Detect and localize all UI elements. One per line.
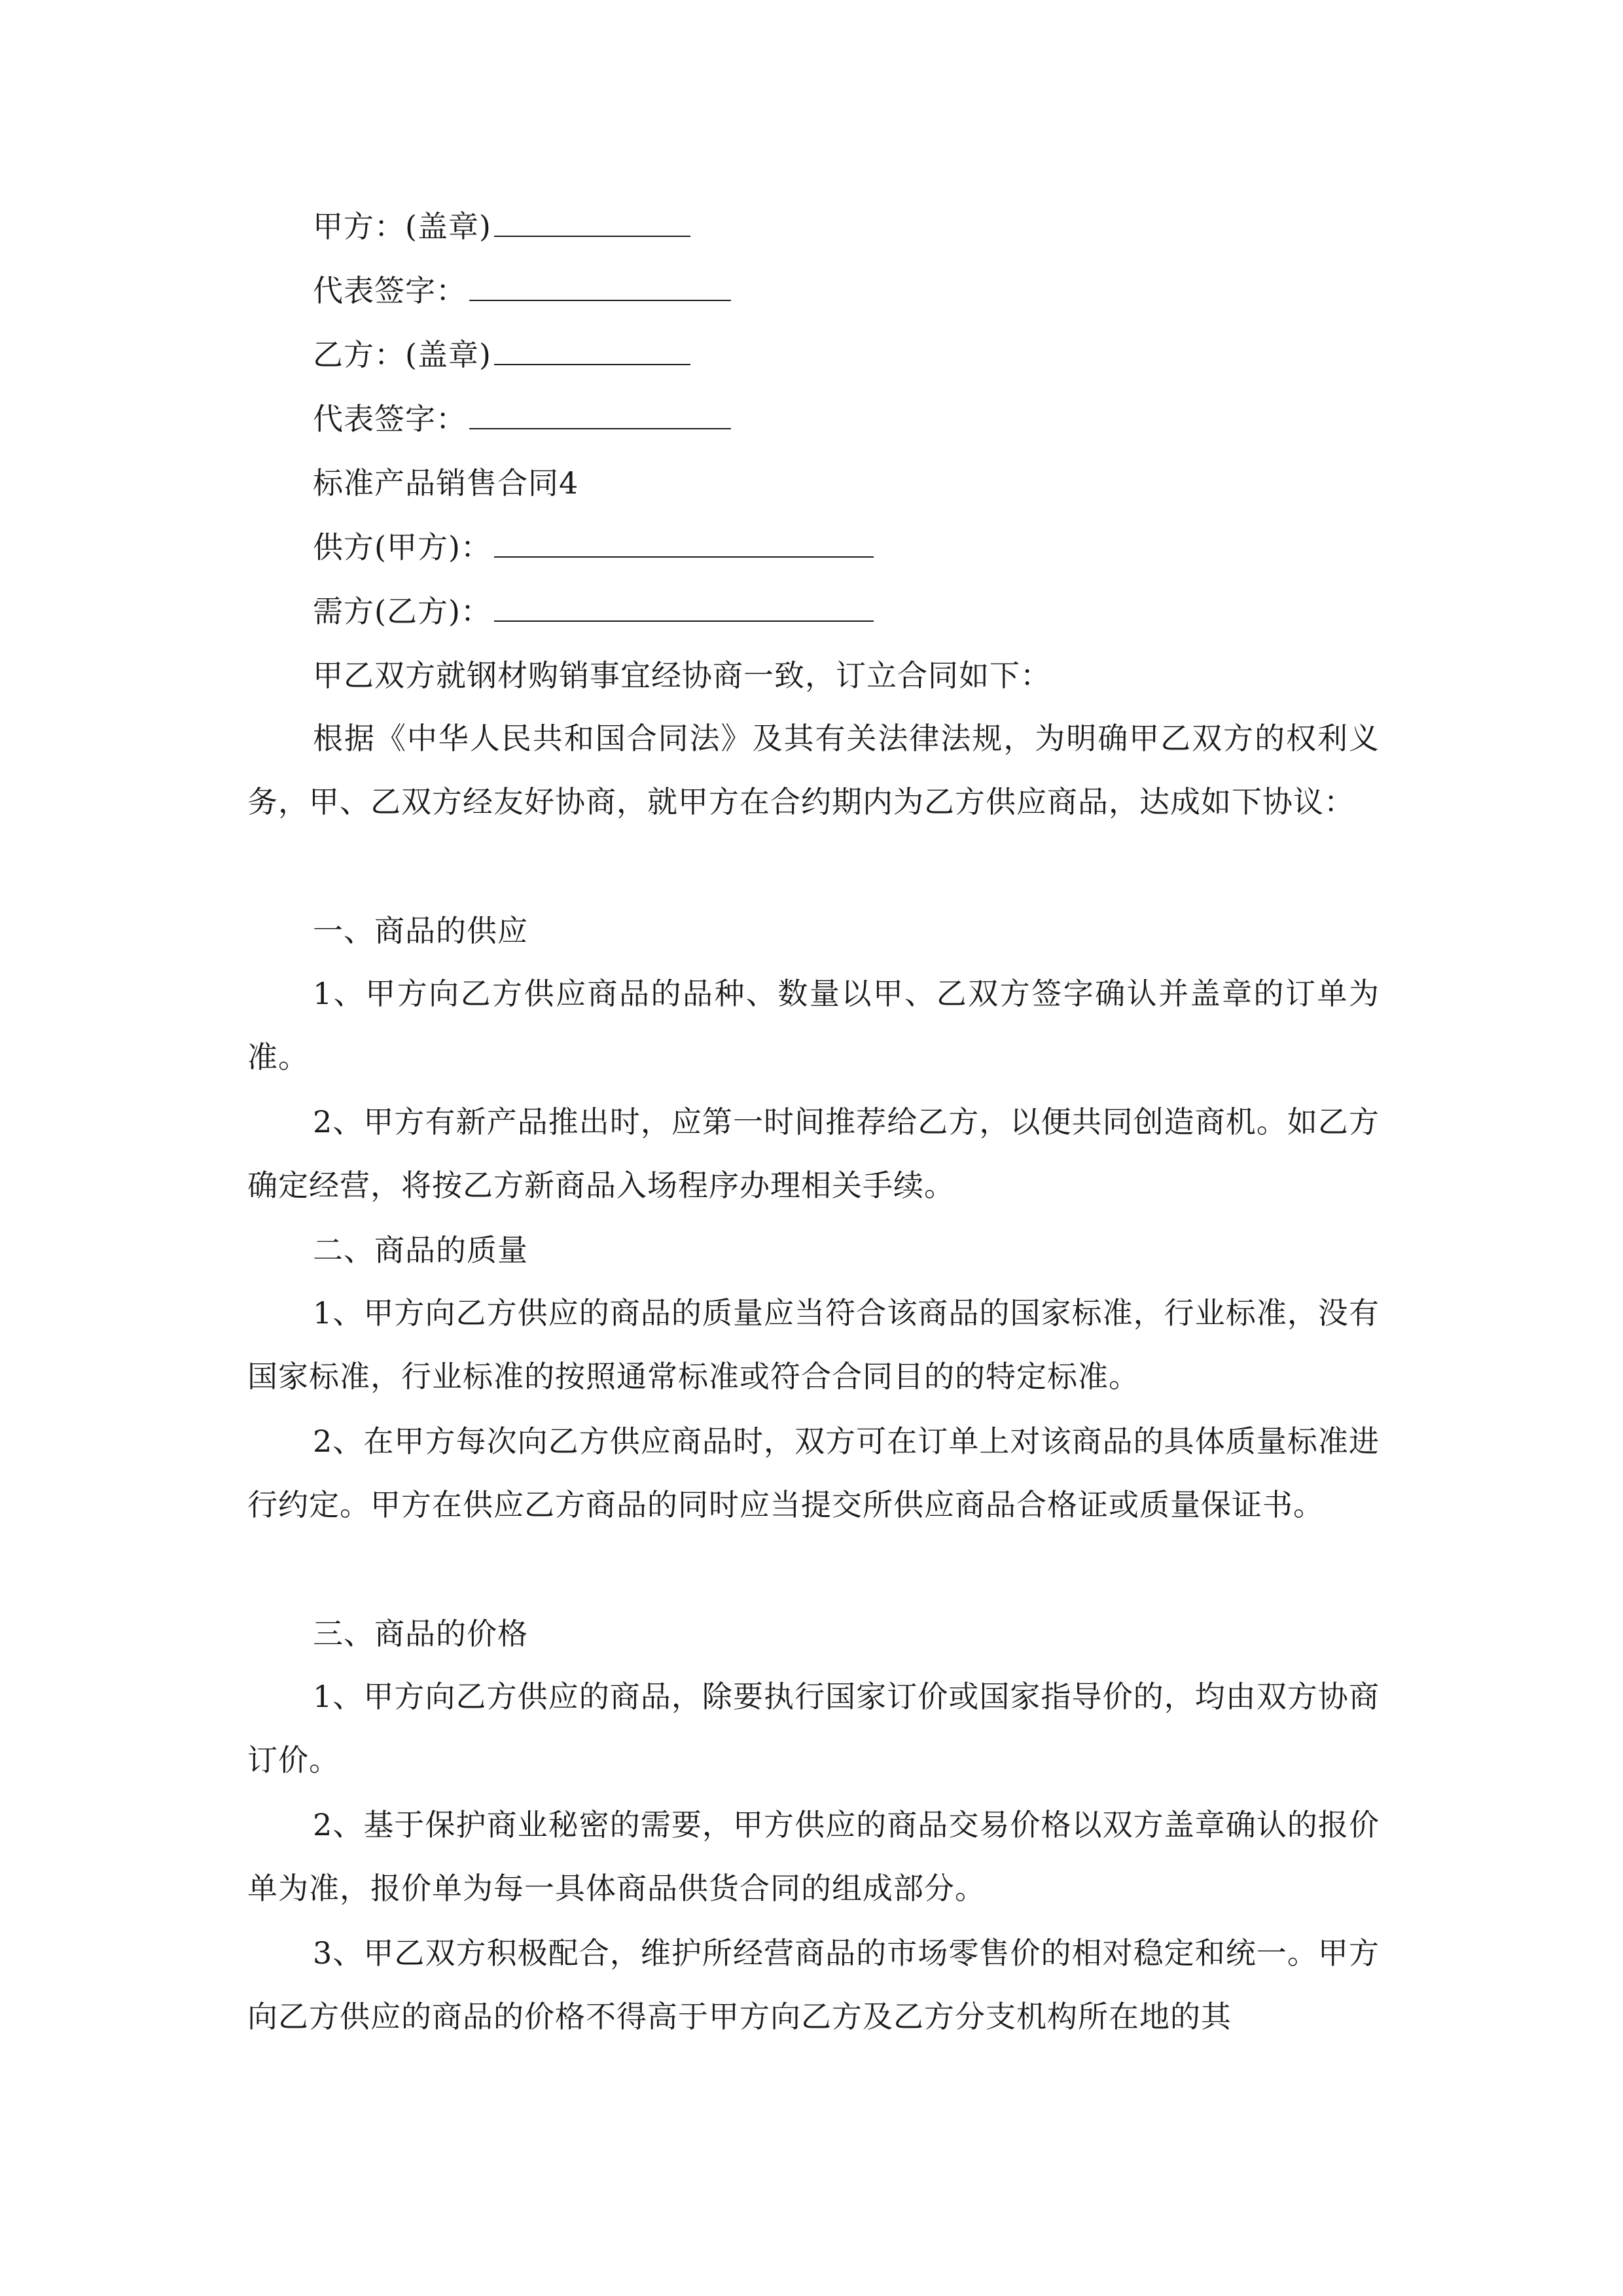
party-a-seal-label: 甲方：(盖章) (313, 209, 491, 244)
party-b-seal-blank (494, 338, 690, 365)
supplier-label: 供方(甲方)： (313, 529, 491, 565)
section-3-clause-1: 1、甲方向乙方供应的商品，除要执行国家订价或国家指导价的，均由双方协商订价。 (247, 1679, 1380, 1778)
intro-text: 甲乙双方就钢材购销事宜经协商一致，订立合同如下： (313, 658, 1051, 693)
section-1-heading: 一、商品的供应 (313, 913, 528, 948)
party-a-seal-blank (494, 209, 690, 237)
rep-sign-line-2 (313, 401, 731, 437)
buyer-label: 需方(乙方)： (313, 594, 491, 629)
section-1-clause-1: 1、甲方向乙方供应商品的品种、数量以甲、乙双方签字确认并盖章的订单为准。 (247, 976, 1380, 1075)
buyer-blank (494, 594, 874, 622)
preamble-paragraph: 根据《中华人民共和国合同法》及其有关法律法规，为明确甲乙双方的权利义务，甲、乙双方经友好协商，就甲方在合约期内为乙方供应商品，达成如下协议： (247, 721, 1380, 819)
party-a-seal-line (313, 208, 690, 245)
section-3-heading: 三、商品的价格 (313, 1616, 528, 1651)
section-2-clause-1: 1、甲方向乙方供应的商品的质量应当符合该商品的国家标准，行业标准，没有国家标准，行业标准的按照通常标准或符合合同目的的特定标准。 (247, 1295, 1380, 1394)
rep-sign-line-1 (313, 272, 731, 309)
supplier-line (313, 529, 874, 565)
section-2-heading: 二、商品的质量 (313, 1232, 528, 1268)
rep-sign-blank-1 (469, 274, 731, 301)
party-b-seal-label: 乙方：(盖章) (313, 337, 491, 372)
buyer-line (313, 593, 874, 630)
section-1-clause-2: 2、甲方有新产品推出时，应第一时间推荐给乙方，以便共同创造商机。如乙方确定经营，将按乙方新商品入场程序办理相关手续。 (247, 1104, 1380, 1203)
rep-sign-blank-2 (469, 402, 731, 429)
rep-sign-label-1: 代表签字： (313, 273, 467, 308)
party-b-seal-line (313, 336, 690, 373)
section-3-clause-3: 3、甲乙双方积极配合，维护所经营商品的市场零售价的相对稳定和统一。甲方向乙方供应的商品的价格不得高于甲方向乙方及乙方分支机构所在地的其 (247, 1935, 1380, 2034)
supplier-blank (494, 530, 874, 558)
rep-sign-label-2: 代表签字： (313, 401, 467, 437)
contract-title: 标准产品销售合同4 (313, 465, 579, 501)
section-3-clause-2: 2、基于保护商业秘密的需要，甲方供应的商品交易价格以双方盖章确认的报价单为准，报价单为每一具体商品供货合同的组成部分。 (247, 1807, 1380, 1906)
section-2-clause-2: 2、在甲方每次向乙方供应商品时，双方可在订单上对该商品的具体质量标准进行约定。甲方在供应乙方商品的同时应当提交所供应商品合格证或质量保证书。 (247, 1424, 1380, 1522)
